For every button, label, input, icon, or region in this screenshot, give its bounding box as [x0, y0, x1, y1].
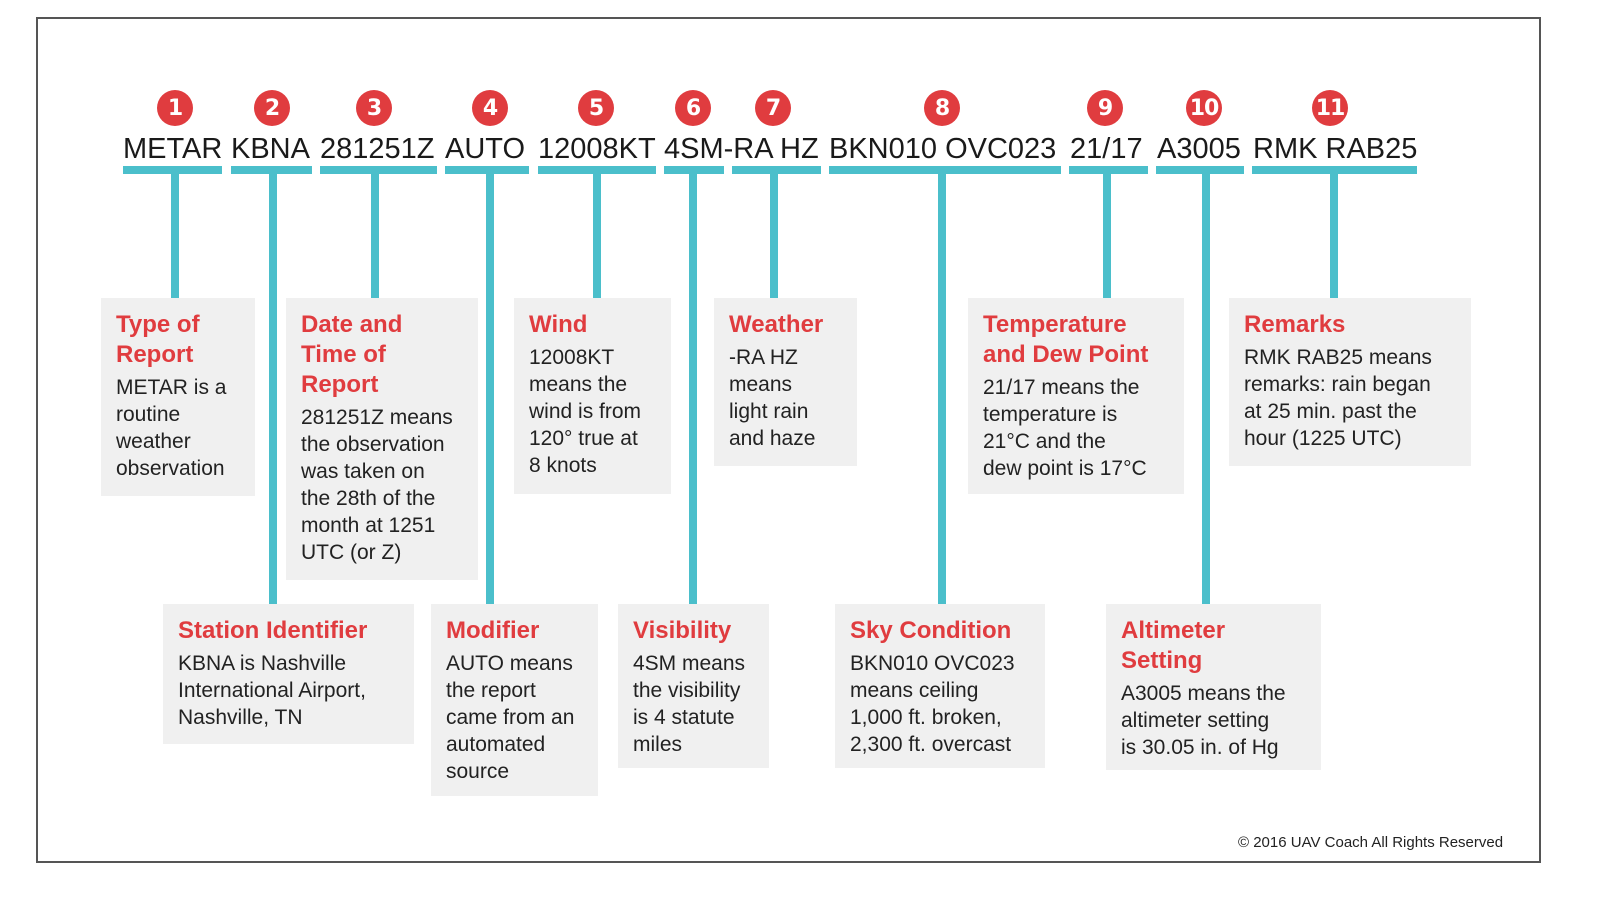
box-description: 21/17 means the temperature is 21°C and the dew point is 17°C — [983, 376, 1147, 480]
code-kbna: KBNA — [231, 133, 310, 165]
connector-line-8 — [938, 172, 946, 606]
connector-line-5 — [593, 172, 601, 300]
box-title: Sky Condition — [850, 617, 1012, 644]
number-badge-5: 5 — [578, 90, 614, 126]
box-description: -RA HZ means light rain and haze — [729, 346, 816, 450]
info-box-altimeter — [1106, 604, 1321, 770]
box-description: RMK RAB25 means remarks: rain began at 25 min. past the hour (1225 UTC) — [1244, 346, 1432, 450]
info-box-date-time — [286, 298, 478, 580]
code-metar: METAR — [123, 133, 223, 165]
number-badge-3: 3 — [356, 90, 392, 126]
connector-line-9 — [1103, 172, 1111, 300]
box-description: METAR is a routine weather observation — [116, 376, 227, 480]
info-box-sky-condition — [835, 604, 1045, 768]
code-auto: AUTO — [445, 133, 526, 165]
box-description: A3005 means the altimeter setting is 30.05 in. of Hg — [1121, 682, 1286, 759]
number-badge-6: 6 — [675, 90, 711, 126]
box-title: Visibility — [633, 617, 732, 644]
number-badge-2: 2 — [254, 90, 290, 126]
number-badge-8: 8 — [924, 90, 960, 126]
connector-line-2 — [269, 172, 277, 606]
code-remarks: RMK RAB25 — [1253, 133, 1418, 165]
copyright-notice: © 2016 UAV Coach All Rights Reserved — [1238, 834, 1504, 851]
code-temp: 21/17 — [1070, 133, 1143, 165]
connector-line-10 — [1202, 172, 1210, 606]
info-box-remarks — [1229, 298, 1471, 466]
box-title: Type of Report — [116, 311, 200, 368]
code-altimeter: A3005 — [1157, 133, 1241, 165]
number-badge-4: 4 — [472, 90, 508, 126]
info-box-wind — [514, 298, 671, 494]
connector-line-11 — [1330, 172, 1338, 300]
info-box-visibility — [618, 604, 769, 768]
box-description: KBNA is Nashville International Airport, Nashville, TN — [178, 652, 366, 729]
box-title: Station Identifier — [178, 617, 368, 644]
code-datetime: 281251Z — [320, 133, 435, 165]
box-description: AUTO means the report came from an automated source — [446, 652, 575, 783]
box-title: Date and Time of Report — [301, 311, 403, 398]
underline-bar-10 — [1156, 166, 1244, 174]
box-title: Wind — [529, 311, 588, 338]
box-description: 4SM means the visibility is 4 statute miles — [633, 652, 746, 756]
box-description: 12008KT means the wind is from 120° true at 8 knots — [529, 346, 642, 477]
code-vis-weather: 4SM-RA HZ — [664, 133, 819, 165]
box-description: 281251Z means the observation was taken on the 28th of the month at 1251 UTC (or Z) — [301, 406, 453, 564]
connector-line-7 — [770, 172, 778, 300]
number-badge-10: 10 — [1186, 90, 1222, 126]
info-box-modifier — [431, 604, 598, 796]
code-sky: BKN010 OVC023 — [829, 133, 1057, 165]
connector-line-3 — [371, 172, 379, 300]
number-badge-7: 7 — [755, 90, 791, 126]
info-box-type-of-report — [101, 298, 255, 496]
number-badge-11: 11 — [1312, 90, 1348, 126]
number-badge-1: 1 — [157, 90, 193, 126]
connector-line-4 — [486, 172, 494, 606]
box-title: Altimeter Setting — [1121, 617, 1226, 674]
info-box-weather — [714, 298, 857, 466]
code-wind: 12008KT — [538, 133, 656, 165]
info-box-temperature — [968, 298, 1184, 494]
box-title: Remarks — [1244, 311, 1346, 338]
info-box-station-identifier — [163, 604, 414, 744]
box-title: Weather — [729, 311, 824, 338]
connector-line-6 — [689, 172, 697, 606]
box-title: Temperature and Dew Point — [983, 311, 1149, 368]
number-badge-9: 9 — [1087, 90, 1123, 126]
connector-line-1 — [171, 172, 179, 300]
box-title: Modifier — [446, 617, 540, 644]
box-description: BKN010 OVC023 means ceiling 1,000 ft. broken, 2,300 ft. overcast — [850, 652, 1015, 756]
